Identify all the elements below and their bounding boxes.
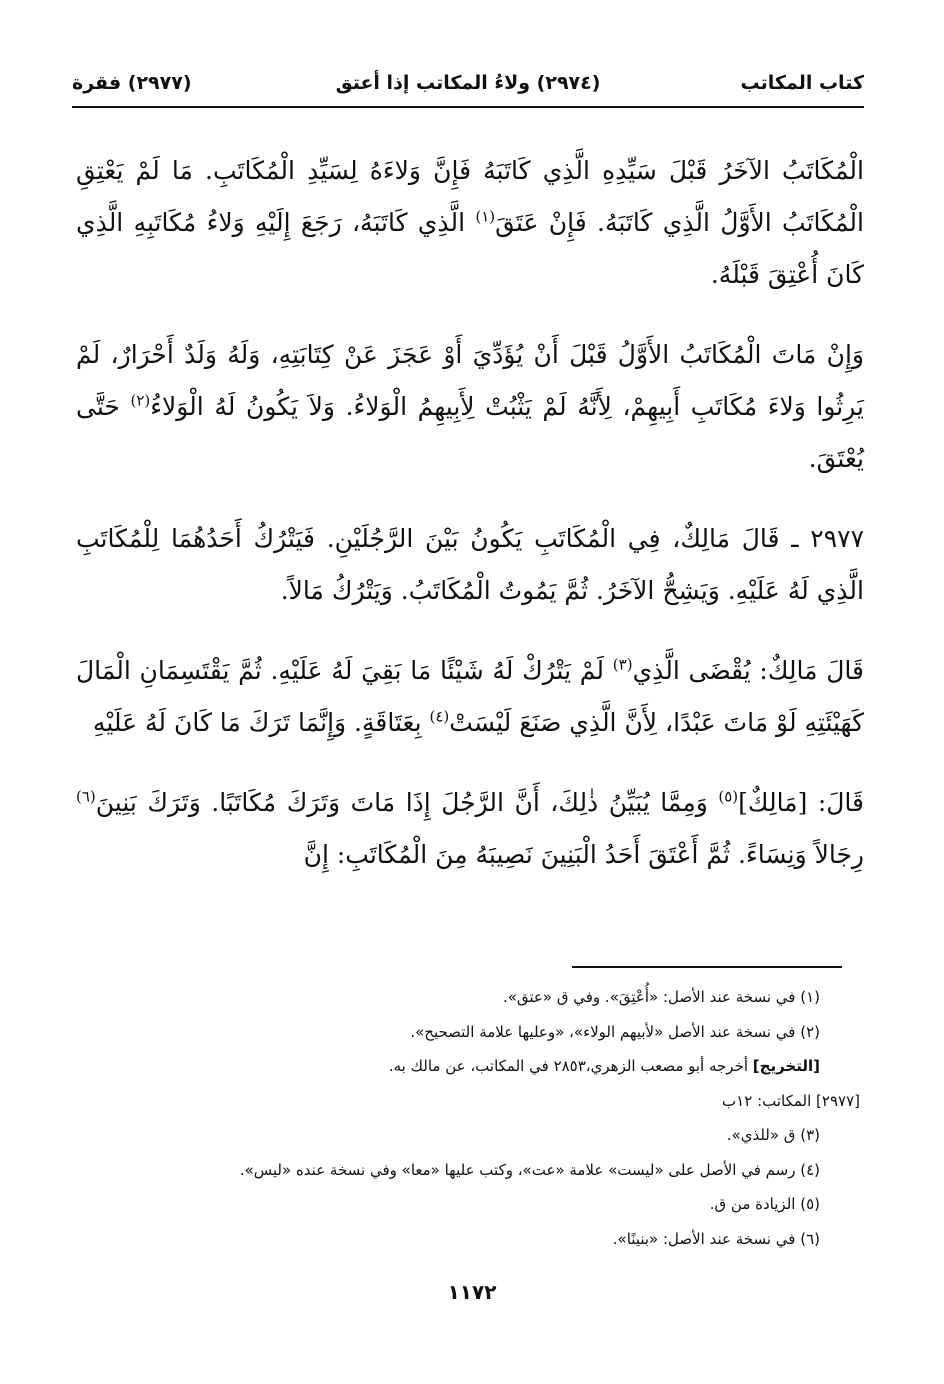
paragraph-text: حَتَّى يُعْتَقَ. xyxy=(76,392,864,473)
takhrij-label: [التخريج] xyxy=(752,1057,820,1075)
footnote-marker: (٢) xyxy=(130,391,151,410)
main-text xyxy=(76,145,864,909)
footnotes xyxy=(76,980,860,1256)
footnote-marker: (٦) xyxy=(76,787,96,806)
takhrij-note xyxy=(76,1049,860,1084)
footnote-2: (٢) في نسخة عند الأصل «لأبيهم الولاء»، «وعليها علامة التصحيح». xyxy=(410,1022,820,1041)
footnote-marker: (١) xyxy=(475,207,496,226)
footnote-marker: (٣) xyxy=(612,655,633,674)
paragraph-text: لَمْ يَتْرُكْ لَهُ شَيْئًا مَا بَقِيَ لَهُ عَلَيْهِ. ثُمَّ يَقْتَسِمَانِ الْمَالَ كَهَيْئَتِهِ لَوْ مَاتَ عَبْدًا، لِأَنَّ الَّذِي صَنَعَ لَيْسَتْ xyxy=(76,656,864,737)
paragraph-1 xyxy=(76,145,864,301)
paragraph-3 xyxy=(76,513,864,617)
paragraph-4 xyxy=(76,645,864,749)
page-number: ١١٧٢ xyxy=(447,1280,497,1304)
footnote-3: (٣) ق «للذي». xyxy=(726,1126,820,1144)
footnote-4: (٤) رسم في الأصل على «ليست» علامة «عت»، وكتب عليها «معا» وفي نسخة عنده «ليس». xyxy=(239,1160,820,1179)
manuscript-reference: [٢٩٧٧] المكاتب: ١٢ب xyxy=(722,1091,860,1110)
paragraph-text: بِعَتَاقَةٍ. وَإِنَّمَا تَرَكَ مَا كَانَ لَهُ عَلَيْهِ xyxy=(92,708,430,737)
footnote-marker: (٥) xyxy=(718,787,739,806)
takhrij-text: أخرجه أبو مصعب الزهري،٢٨٥٣ في المكاتب، عن مالك به. xyxy=(388,1057,753,1075)
paragraph-text: الَّذِي كَاتَبَهُ، رَجَعَ إِلَيْهِ وَلاءُ مُكَاتَبِهِ الَّذِي كَانَ أُعْتِقَ قَبْلَهُ. xyxy=(76,208,864,289)
running-header xyxy=(72,66,864,108)
paragraph-text: وَإِنْ مَاتَ الْمُكَاتَبُ الأَوَّلُ قَبْلَ أَنْ يُؤَدِّيَ أَوْ عَجَزَ عَنْ كِتَابَتِهِ، وَلَهُ وَلَدٌ أَحْرَارٌ، لَمْ يَرِثُوا وَلاءَ مُكَاتَبِ أَبِيهِمْ، لِأَنَّهُ لَمْ يَثْبُتْ لِأَبِيهِمُ الْوَلاءُ. وَلاَ يَكُونُ لَهُ الْوَلاءُ xyxy=(76,340,864,421)
footnote-1: (١) في نسخة عند الأصل: «أُعْتِقَ». وفي ق «عتق». xyxy=(502,988,820,1006)
footnote-6: (٦) في نسخة عند الأصل: «بنينًا». xyxy=(612,1229,820,1248)
paragraph-text: ٢٩٧٧ ـ قَالَ مَالِكٌ، فِي الْمُكَاتَبِ يَكُونُ بَيْنَ الرَّجُلَيْنِ. فَيَتْرُكُ أَحَدُهُمَا لِلْمُكَاتَبِ الَّذِي لَهُ عَلَيْهِ. وَيَشِحُّ الآخَرُ. ثُمَّ يَمُوتُ الْمُكَاتَبُ. وَيَتْرُكُ مَالاً. xyxy=(76,524,864,605)
paragraph-5 xyxy=(76,777,864,881)
paragraph-text: وَمِمَّا يُبَيِّنُ ذٰلِكَ، أَنَّ الرَّجُلَ إِذَا مَاتَ وَتَرَكَ مُكَاتَبًا. وَتَرَكَ بَنِينَ xyxy=(95,788,719,817)
paragraph-2 xyxy=(76,329,864,485)
header-book-title: كتاب المكاتب xyxy=(740,72,864,94)
footnote-marker: (٤) xyxy=(429,707,450,726)
paragraph-text: قَالَ مَالِكٌ: يُقْضَى الَّذِي xyxy=(632,656,864,685)
header-chapter-title: (٢٩٧٤) ولاءُ المكاتب إذا أعتق xyxy=(335,72,601,94)
paragraph-text: قَالَ: [مَالِكٌ] xyxy=(738,788,864,817)
header-paragraph-number: (٢٩٧٧) فقرة xyxy=(72,72,192,94)
paragraph-text: الْمُكَاتَبُ الآخَرُ قَبْلَ سَيِّدِهِ الَّذِي كَاتَبَهُ فَإِنَّ وَلاءَهُ لِسَيِّدِ الْمُكَاتَبِ. مَا لَمْ يَعْتِقِ الْمُكَاتَبُ الأَوَّلُ الَّذِي كَاتَبَهُ. فَإِنْ عَتَقَ xyxy=(76,156,864,237)
paragraph-text: رِجَالاً وَنِسَاءً. ثُمَّ أَعْتَقَ أَحَدُ الْبَنِينَ نَصِيبَهُ مِنَ الْمُكَاتَبِ: إِنَّ xyxy=(303,840,864,869)
footnote-5: (٥) الزيادة من ق. xyxy=(709,1195,820,1213)
footnote-separator xyxy=(572,966,842,968)
